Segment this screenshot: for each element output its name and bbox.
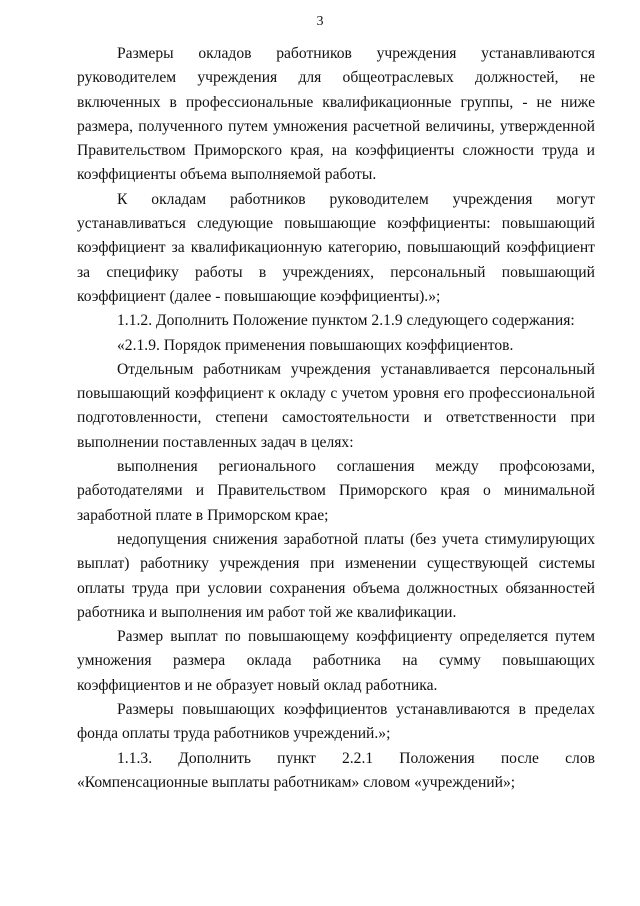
- paragraph-salary-sizes: Размеры окладов работников учреждения устанавливаются руководителем учреждения для общеотраслевых должностей, не включенных в профессиональные квалификационные группы, - не ниже размера, полученного путем умножения расчетной величины, утвержденной Правительством Приморского края, на коэффициенты сложности труда и коэффициенты объема выполняемой работы.: [77, 45, 595, 184]
- paragraph-coefficient-limits: Размеры повышающих коэффициентов устанавливаются в пределах фонда оплаты труда работников учреждений.»;: [77, 701, 595, 743]
- paragraph-salary-reduction-prevention: недопущения снижения заработной платы (без учета стимулирующих выплат) работнику учреждения при изменении существующей системы оплаты труда при условии сохранения объема должностных обязанностей работника и выполнения им работ той же квалификации.: [77, 530, 595, 621]
- page-number: 3: [316, 14, 324, 29]
- paragraph-clause-1-1-3: 1.1.3. Дополнить пункт 2.2.1 Положения после слов «Компенсационные выплаты работникам» словом «учреждений»;: [77, 749, 595, 791]
- paragraph-regional-agreement: выполнения регионального соглашения между профсоюзами, работодателями и Правительством Приморского края о минимальной заработной плате в Приморском крае;: [77, 458, 595, 524]
- paragraph-clause-1-1-2: 1.1.2. Дополнить Положение пунктом 2.1.9 следующего содержания:: [117, 312, 575, 330]
- paragraph-personal-coefficient: Отдельным работникам учреждения устанавливается персональный повышающий коэффициент к окладу с учетом уровня его профессиональной подготовленности, степени самостоятельности и ответственности при выполнении поставленных задач в целях:: [77, 360, 595, 451]
- document-body: [77, 42, 595, 795]
- paragraph-clause-2-1-9-title: «2.1.9. Порядок применения повышающих коэффициентов.: [117, 336, 514, 354]
- paragraph-increasing-coefficients: К окладам работников руководителем учреждения могут устанавливаться следующие повышающие коэффициенты: повышающий коэффициент за квалификационную категорию, повышающий коэффициент за специфику работы в учреждениях, персональный повышающий коэффициент (далее - повышающие коэффициенты).»;: [77, 190, 595, 305]
- paragraph-payment-size: Размер выплат по повышающему коэффициенту определяется путем умножения размера оклада работника на сумму повышающих коэффициентов и не образует новый оклад работника.: [77, 628, 595, 694]
